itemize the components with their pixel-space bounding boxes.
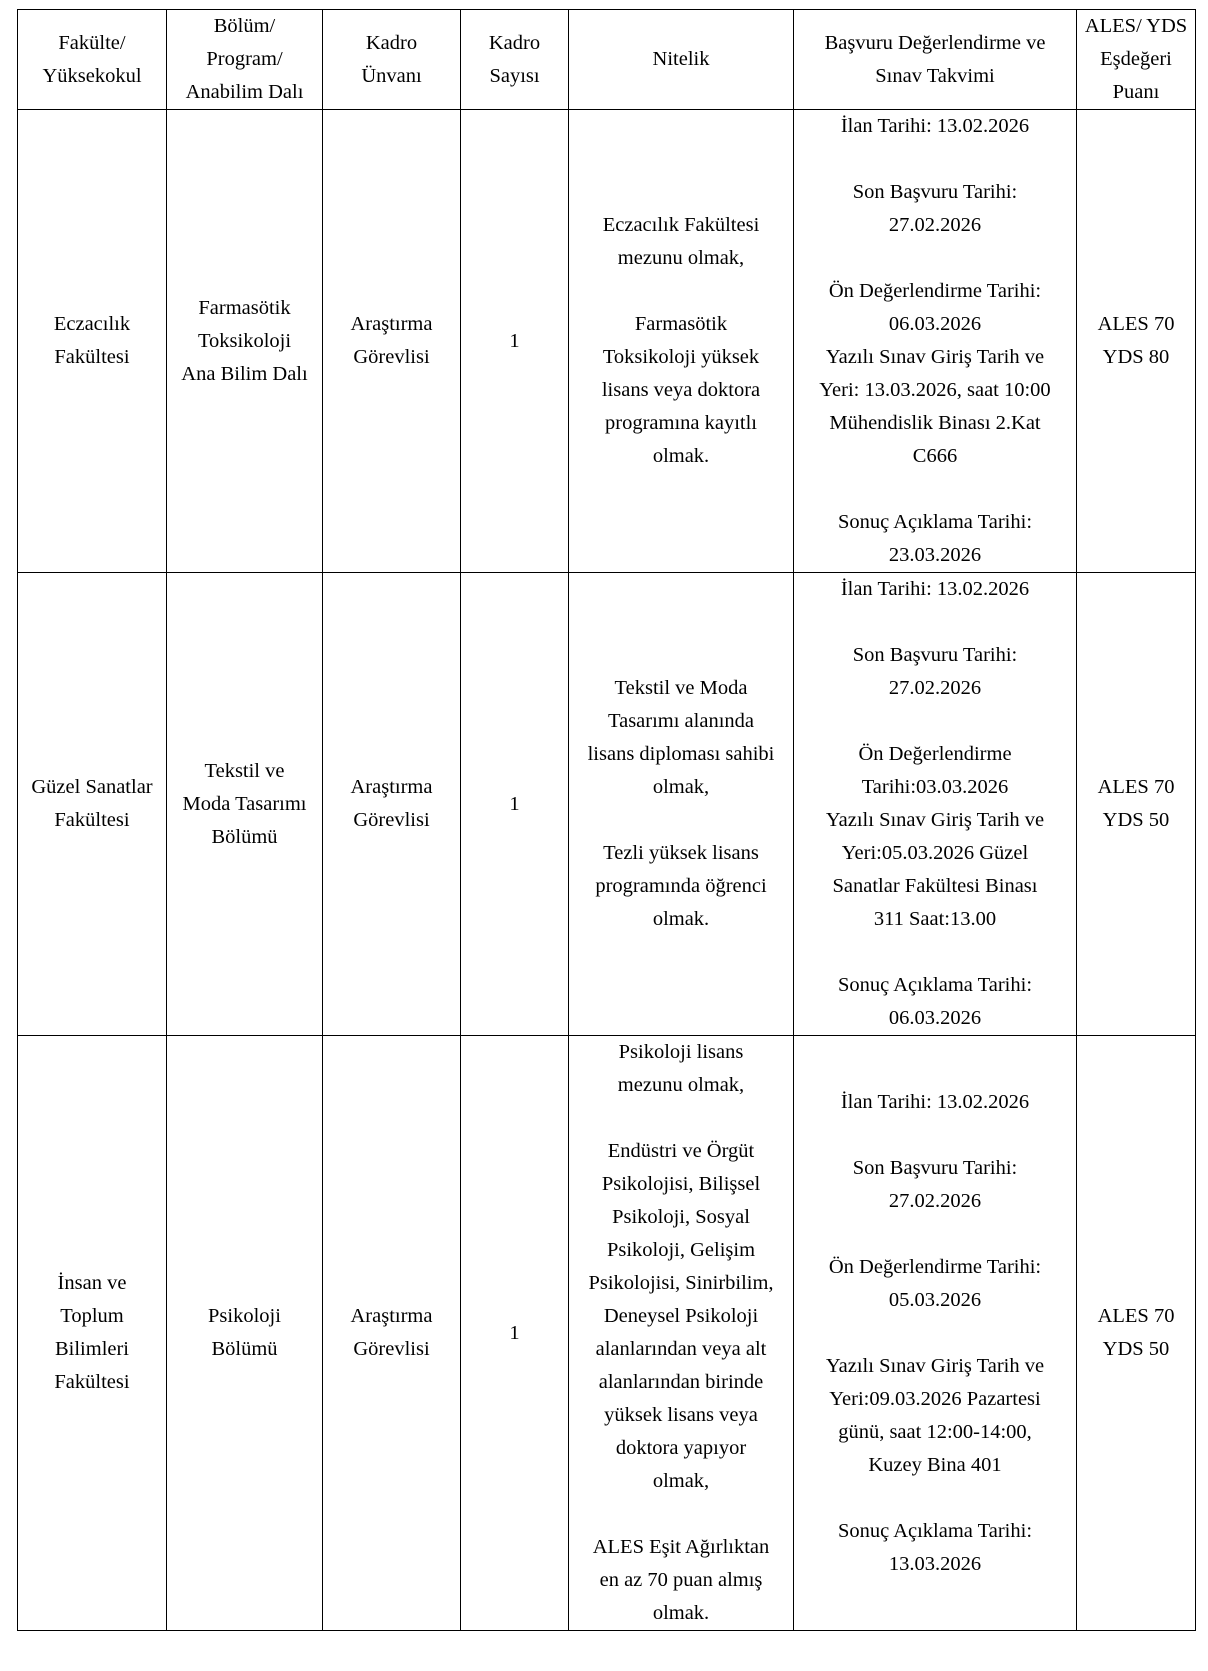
- header-row: [18, 10, 1196, 110]
- cell-department: Tekstil ve Moda Tasarımı Bölümü: [167, 573, 323, 1036]
- cell-department: Psikoloji Bölümü: [167, 1036, 323, 1631]
- cell-title: Araştırma Görevlisi: [323, 573, 461, 1036]
- header-schedule: Başvuru Değerlendirme ve Sınav Takvimi: [794, 10, 1077, 110]
- announcement-table: [17, 9, 1196, 1631]
- cell-faculty: Güzel Sanatlar Fakültesi: [18, 573, 167, 1036]
- table-row: [18, 110, 1196, 573]
- table-row: [18, 1036, 1196, 1631]
- cell-qualification: Psikoloji lisans mezunu olmak, Endüstri ve Örgüt Psikolojisi, Bilişsel Psikoloji, Sosyal Psikoloji, Gelişim Psikolojisi, Sinirbilim, Deneysel Psikoloji alanlarından veya alt alanlarından birinde yüksek lisans veya doktora yapıyor olmak, ALES Eşit Ağırlıktan en az 70 puan almış olmak.: [569, 1036, 794, 1631]
- cell-count: 1: [461, 110, 569, 573]
- cell-title: Araştırma Görevlisi: [323, 110, 461, 573]
- cell-schedule: İlan Tarihi: 13.02.2026 Son Başvuru Tarihi: 27.02.2026 Ön Değerlendirme Tarihi:03.03.2026 Yazılı Sınav Giriş Tarih ve Yeri:05.03.2026 Güzel Sanatlar Fakültesi Binası 311 Saat:13.00 Sonuç Açıklama Tarihi: 06.03.2026: [794, 573, 1077, 1036]
- cell-count: 1: [461, 1036, 569, 1631]
- cell-schedule: İlan Tarihi: 13.02.2026 Son Başvuru Tarihi: 27.02.2026 Ön Değerlendirme Tarihi: 06.03.2026 Yazılı Sınav Giriş Tarih ve Yeri: 13.03.2026, saat 10:00 Mühendislik Binası 2.Kat C666 Sonuç Açıklama Tarihi: 23.03.2026: [794, 110, 1077, 573]
- header-score: ALES/ YDS Eşdeğeri Puanı: [1077, 10, 1196, 110]
- header-count: Kadro Sayısı: [461, 10, 569, 110]
- header-qualification: Nitelik: [569, 10, 794, 110]
- cell-department: Farmasötik Toksikoloji Ana Bilim Dalı: [167, 110, 323, 573]
- header-department: Bölüm/ Program/ Anabilim Dalı: [167, 10, 323, 110]
- cell-faculty: Eczacılık Fakültesi: [18, 110, 167, 573]
- cell-schedule: İlan Tarihi: 13.02.2026 Son Başvuru Tarihi: 27.02.2026 Ön Değerlendirme Tarihi: 05.03.2026 Yazılı Sınav Giriş Tarih ve Yeri:09.03.2026 Pazartesi günü, saat 12:00-14:00, Kuzey Bina 401 Sonuç Açıklama Tarihi: 13.03.2026: [794, 1036, 1077, 1631]
- header-title: Kadro Ünvanı: [323, 10, 461, 110]
- cell-qualification: Eczacılık Fakültesi mezunu olmak, Farmasötik Toksikoloji yüksek lisans veya doktora programına kayıtlı olmak.: [569, 110, 794, 573]
- cell-score: ALES 70 YDS 80: [1077, 110, 1196, 573]
- cell-faculty: İnsan ve Toplum Bilimleri Fakültesi: [18, 1036, 167, 1631]
- table-row: [18, 573, 1196, 1036]
- cell-score: ALES 70 YDS 50: [1077, 573, 1196, 1036]
- cell-score: ALES 70 YDS 50: [1077, 1036, 1196, 1631]
- cell-count: 1: [461, 573, 569, 1036]
- cell-qualification: Tekstil ve Moda Tasarımı alanında lisans diploması sahibi olmak, Tezli yüksek lisans programında öğrenci olmak.: [569, 573, 794, 1036]
- header-faculty: Fakülte/ Yüksekokul: [18, 10, 167, 110]
- cell-title: Araştırma Görevlisi: [323, 1036, 461, 1631]
